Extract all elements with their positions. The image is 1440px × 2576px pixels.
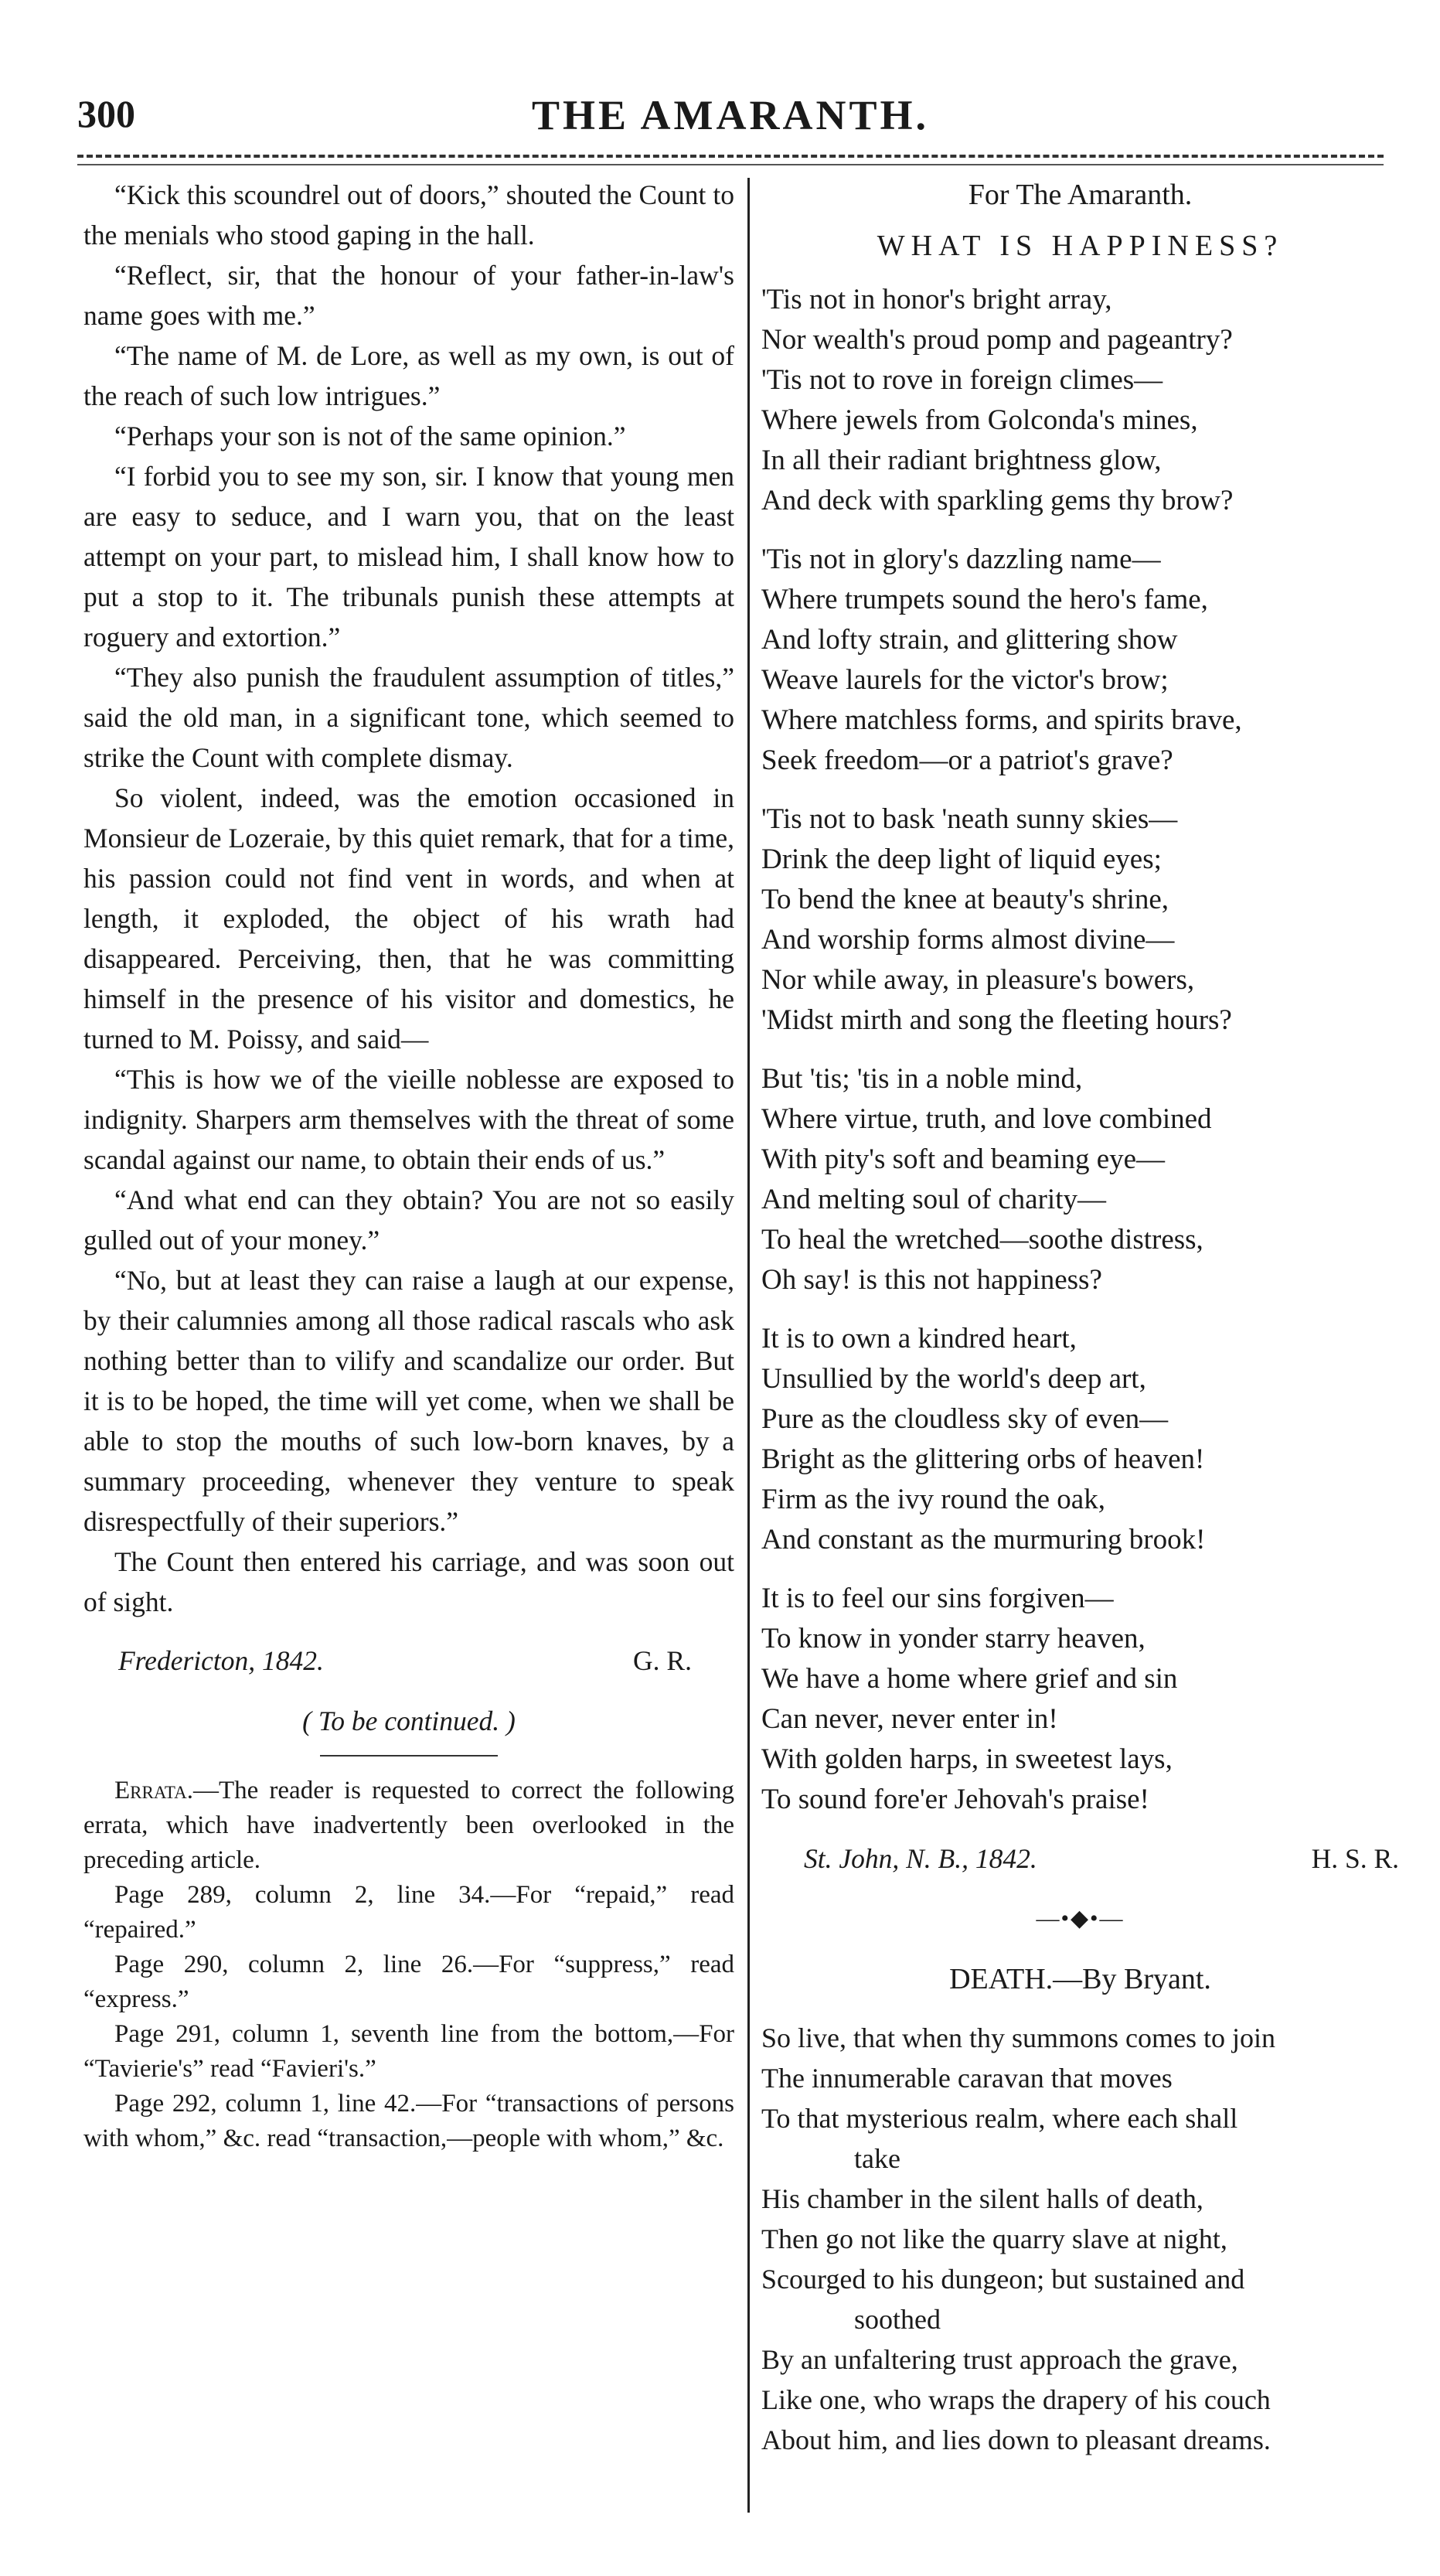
poem2-line: His chamber in the silent halls of death, [761, 2183, 1203, 2214]
poem-line: To sound fore'er Jehovah's praise! [761, 1784, 1149, 1815]
poem-line: It is to own a kindred heart, [761, 1323, 1077, 1354]
right-column [761, 175, 1399, 2460]
poem-place-date: St. John, N. B., 1842. [804, 1843, 1037, 1874]
poem-line: Oh say! is this not happiness? [761, 1264, 1102, 1296]
poem2-line: take [854, 2143, 900, 2174]
poem-initials: H. S. R. [1311, 1843, 1399, 1874]
poem-line: But 'tis; 'tis in a noble mind, [761, 1063, 1083, 1095]
poem2-line: So live, that when thy summons comes to join [761, 2022, 1275, 2053]
poem-line: With golden harps, in sweetest lays, [761, 1743, 1173, 1775]
poem2-line: Scourged to his dungeon; but sustained and [761, 2264, 1245, 2295]
poem-line: And lofty strain, and glittering show [761, 624, 1178, 656]
poem-line: Pure as the cloudless sky of even— [761, 1403, 1169, 1435]
poem-line: With pity's soft and beaming eye— [761, 1143, 1166, 1175]
poem-line: Nor wealth's proud pomp and pageantry? [761, 324, 1233, 356]
errata-item: Page 291, column 1, seventh line from the bottom,—For “Tavierie's” read “Favieri's.” [83, 2020, 734, 2083]
errata-intro-text: —The reader is requested to correct the following errata, which have inadvertently been overlooked in the preceding article. [83, 1777, 734, 1874]
poem-line: Where virtue, truth, and love combined [761, 1103, 1212, 1135]
story-paragraph: “Perhaps your son is not of the same opinion.” [114, 421, 626, 451]
errata-intro [83, 1774, 734, 1878]
story-paragraph: “The name of M. de Lore, as well as my own, is out of the reach of such low intrigues.” [83, 340, 734, 411]
poem2-line: By an unfaltering trust approach the grave, [761, 2344, 1238, 2375]
poem-line: 'Tis not in honor's bright array, [761, 284, 1112, 315]
poem-line: It is to feel our sins forgiven— [761, 1583, 1114, 1614]
story-paragraph: “This is how we of the vieille noblesse are exposed to indignity. Sharpers arm themselves with the threat of some scandal against our name, to obtain their ends of us.” [83, 1064, 734, 1175]
errata-heading: Errata. [114, 1777, 193, 1804]
story-paragraph: “And what end can they obtain? You are not so easily gulled out of your money.” [83, 1184, 734, 1256]
story-paragraph: “Kick this scoundrel out of doors,” shouted the Count to the menials who stood gaping in the hall. [83, 179, 734, 250]
poem-line: In all their radiant brightness glow, [761, 445, 1162, 476]
poem2-line: To that mysterious realm, where each shall [761, 2103, 1238, 2134]
poem-line: 'Tis not to rove in foreign climes— [761, 364, 1163, 396]
poem-line: 'Tis not in glory's dazzling name— [761, 543, 1161, 575]
poem2-line: Then go not like the quarry slave at night, [761, 2223, 1227, 2254]
story-paragraph: “I forbid you to see my son, sir. I know that young men are easy to seduce, and I warn you, that on the least attempt on your part, to mislead him, I shall know how to put a stop to it. The tribunals punish these attempts at roguery and extortion.” [83, 461, 734, 653]
poem-line: Where trumpets sound the hero's fame, [761, 584, 1208, 615]
poem-line: Firm as the ivy round the oak, [761, 1484, 1105, 1515]
poem-line: 'Tis not to bask 'neath sunny skies— [761, 803, 1178, 835]
poem-line: Where matchless forms, and spirits brave, [761, 704, 1242, 736]
poem2-body [761, 2018, 1399, 2460]
poem2-line: Like one, who wraps the drapery of his couch [761, 2384, 1271, 2415]
column-divider [747, 178, 750, 2513]
header-rule [77, 155, 1384, 158]
poem2-title: DEATH.—By Bryant. [949, 1963, 1211, 1995]
left-column [83, 175, 734, 2156]
story-signoff [83, 1641, 734, 1681]
poem-line: And melting soul of charity— [761, 1184, 1106, 1215]
poem-stanza [761, 280, 1399, 521]
poem2-line: soothed [854, 2304, 941, 2335]
story-initials: G. R. [633, 1645, 692, 1676]
header-rule-secondary [77, 164, 1384, 165]
story-paragraph: “No, but at least they can raise a laugh at our expense, by their calumnies among all those radical rascals who ask nothing better than to vilify and scandalize our order. But it is to be hoped, the time will yet come, when we shall be able to stop the mouths of such low-born knaves, by a summary proceeding, whenever they venture to speak disrespectfully of their superiors.” [83, 1265, 734, 1537]
errata-item: Page 290, column 2, line 26.—For “suppress,” read “express.” [83, 1951, 734, 2013]
poem2-line: The innumerable caravan that moves [761, 2063, 1173, 2094]
poem-line: To bend the knee at beauty's shrine, [761, 884, 1169, 915]
errata-item: Page 292, column 1, line 42.—For “transactions of persons with whom,” &c. read “transaction,—people with whom,” &c. [83, 2090, 734, 2152]
running-title: THE AMARANTH. [531, 92, 930, 138]
story-paragraph: The Count then entered his carriage, and was soon out of sight. [83, 1546, 734, 1617]
poem-signoff [761, 1838, 1399, 1879]
poem-line: Drink the deep light of liquid eyes; [761, 843, 1162, 875]
poem-line: 'Midst mirth and song the fleeting hours? [761, 1004, 1232, 1036]
page-header [77, 91, 1384, 153]
poem-stanza [761, 540, 1399, 781]
poem-line: Weave laurels for the victor's brow; [761, 664, 1169, 696]
errata-section [83, 1774, 734, 2156]
poem-line: Where jewels from Golconda's mines, [761, 404, 1198, 436]
story-paragraph: “They also punish the fraudulent assumption of titles,” said the old man, in a significant tone, which seemed to strike the Count with complete dismay. [83, 662, 734, 773]
poem-line: And deck with sparkling gems thy brow? [761, 485, 1234, 516]
poem-title: WHAT IS HAPPINESS? [877, 230, 1284, 262]
to-be-continued: ( To be continued. ) [302, 1705, 516, 1736]
errata-item: Page 289, column 2, line 34.—For “repaid,” read “repaired.” [83, 1881, 734, 1944]
poem-line: And constant as the murmuring brook! [761, 1524, 1206, 1555]
page-number: 300 [77, 92, 135, 135]
poem-stanza [761, 1319, 1399, 1560]
poem-line: Can never, never enter in! [761, 1703, 1058, 1735]
story-place-date: Fredericton, 1842. [118, 1645, 324, 1676]
poem2-line: About him, and lies down to pleasant dreams. [761, 2424, 1271, 2455]
poem-line: Bright as the glittering orbs of heaven! [761, 1443, 1205, 1475]
poem-line: Nor while away, in pleasure's bowers, [761, 964, 1195, 996]
ornament-divider: —•◆•— [1036, 1906, 1125, 1931]
poem-stanza [761, 799, 1399, 1041]
poem-source: For The Amaranth. [968, 179, 1193, 211]
poem-line: To know in yonder starry heaven, [761, 1623, 1146, 1654]
poem-line: We have a home where grief and sin [761, 1663, 1178, 1695]
poem-stanza [761, 1579, 1399, 1820]
poem-line: Unsullied by the world's deep art, [761, 1363, 1146, 1395]
poem-line: And worship forms almost divine— [761, 924, 1175, 956]
poem-line: To heal the wretched—soothe distress, [761, 1224, 1203, 1256]
poem-line: Seek freedom—or a patriot's grave? [761, 745, 1173, 776]
story-paragraph: “Reflect, sir, that the honour of your father-in-law's name goes with me.” [83, 260, 734, 331]
section-rule [320, 1755, 498, 1757]
poem-stanza [761, 1059, 1399, 1300]
story-paragraph: So violent, indeed, was the emotion occasioned in Monsieur de Lozeraie, by this quiet remark, that for a time, his passion could not find vent in words, and when at length, it exploded, the object of his wrath had disappeared. Perceiving, then, that he was committing himself in the presence of his visitor and domestics, he turned to M. Poissy, and said— [83, 782, 734, 1055]
